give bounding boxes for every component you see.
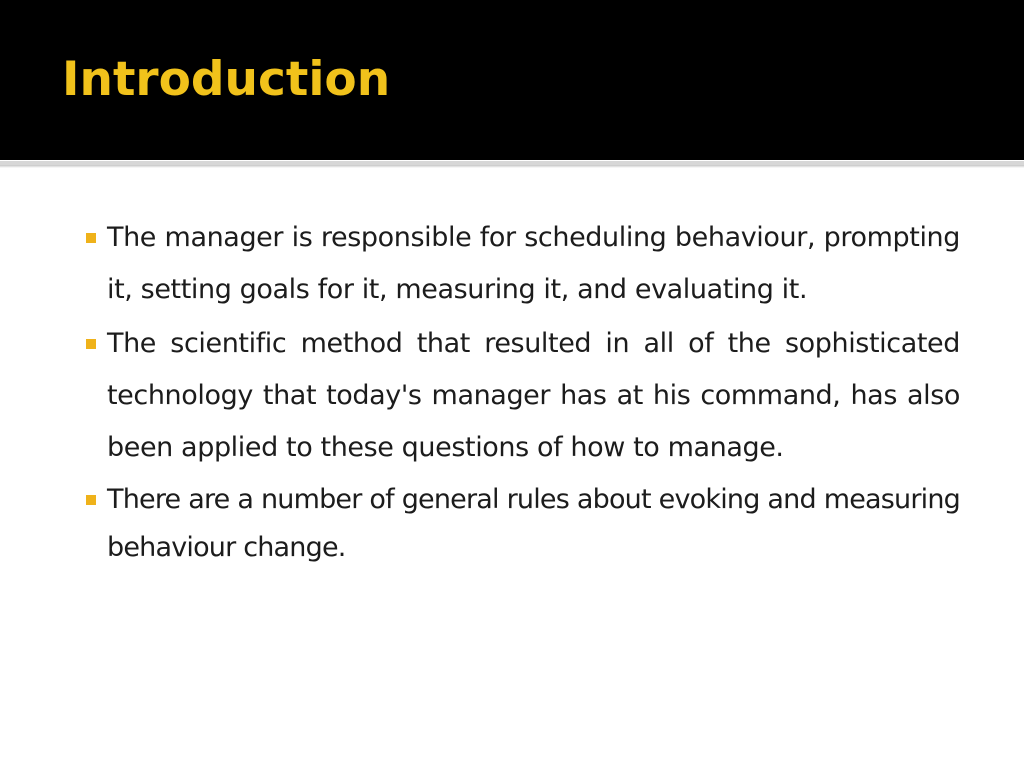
title-divider-shadow bbox=[0, 165, 1024, 168]
bullet-text: The manager is responsible for scheduling behaviour, prompting it, setting goals for it, measuring it, and evaluating it. bbox=[107, 222, 960, 305]
bullet-text: There are a number of general rules about evoking and measuring behaviour change. bbox=[107, 484, 960, 563]
bullet-list bbox=[86, 212, 960, 574]
bullet-item-2 bbox=[86, 318, 960, 474]
square-bullet-icon bbox=[86, 339, 96, 349]
slide-title: Introduction bbox=[62, 52, 391, 107]
bullet-text: The scientific method that resulted in all of the sophisticated technology that today's manager has at his command, has also been applied to these questions of how to manage. bbox=[107, 328, 960, 463]
bullet-item-3 bbox=[86, 476, 960, 572]
bullet-item-1 bbox=[86, 212, 960, 316]
title-bar bbox=[0, 0, 1024, 160]
square-bullet-icon bbox=[86, 495, 96, 505]
square-bullet-icon bbox=[86, 233, 96, 243]
